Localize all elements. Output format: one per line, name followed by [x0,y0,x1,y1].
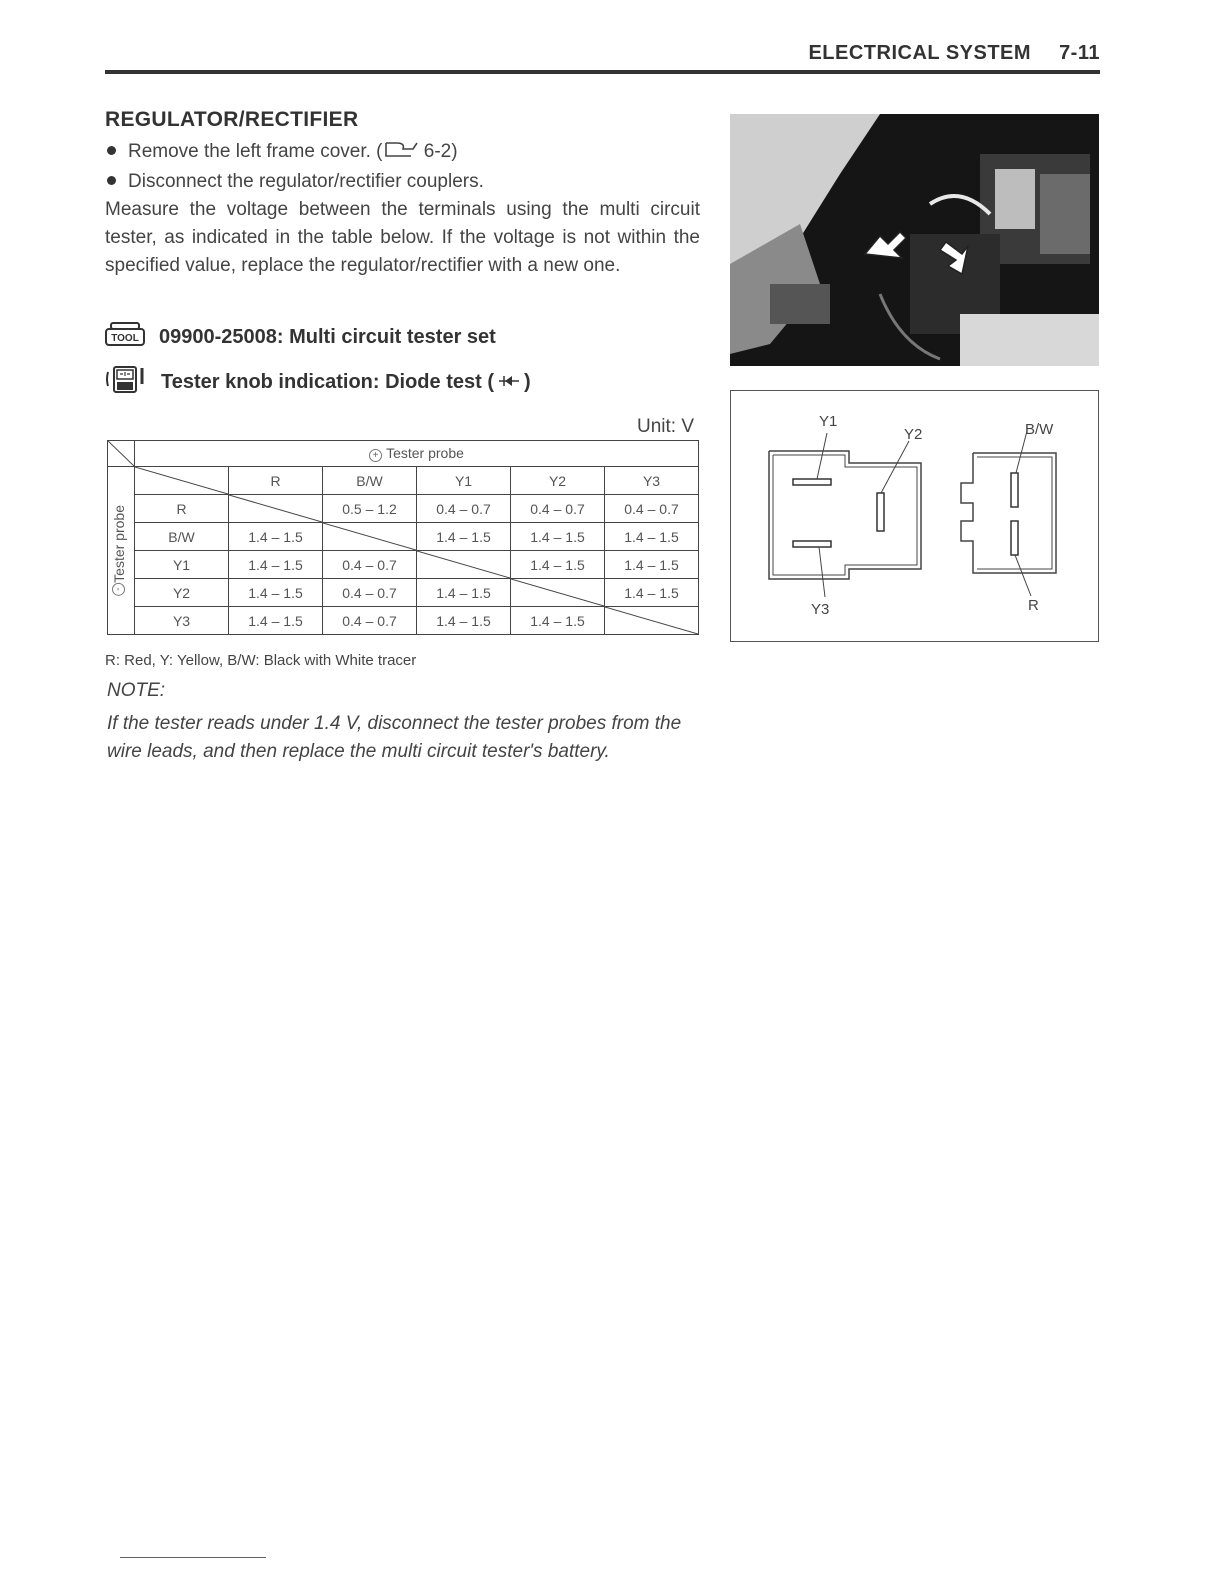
footer-line [120,1557,266,1558]
positive-probe-label: Tester probe [386,445,464,461]
table-cell: 1.4 – 1.5 [511,607,605,635]
table-cell: 1.4 – 1.5 [511,551,605,579]
diode-icon [498,371,520,394]
table-cell: 1.4 – 1.5 [417,607,511,635]
diagonal-cell [323,523,417,551]
spec-block [105,108,700,808]
column-header: R [229,467,323,495]
table-cell: 0.5 – 1.2 [323,495,417,523]
diagonal-cell [229,495,323,523]
table-cell: 1.4 – 1.5 [511,523,605,551]
row-header: Y3 [135,607,229,635]
header-text [808,42,1100,65]
table-cell: 1.4 – 1.5 [229,551,323,579]
label-r: R [1028,597,1039,614]
negative-probe-label-wrap [108,505,127,596]
table-cell: 0.4 – 0.7 [323,607,417,635]
label-y1: Y1 [819,413,838,430]
table-row [108,523,699,551]
svg-text:TOOL: TOOL [111,333,139,344]
bullet-text: Remove the left frame cover. ( [128,141,383,162]
table-cell: 1.4 – 1.5 [417,579,511,607]
column-header: B/W [323,467,417,495]
tool-line [105,322,496,352]
row-header: R [135,495,229,523]
table-cell: 0.4 – 0.7 [511,495,605,523]
label-y2: Y2 [904,426,923,443]
minus-probe-icon: - [112,583,125,596]
table-cell: 1.4 – 1.5 [417,523,511,551]
knob-text-end: ) [524,370,531,393]
table-cell: 0.4 – 0.7 [605,495,699,523]
connector-diagram [730,390,1099,642]
plus-probe-icon: + [369,449,382,462]
section-title: REGULATOR/RECTIFIER [105,108,359,131]
corner-cell [108,441,135,467]
table-row [108,607,699,635]
table-cell: 0.4 – 0.7 [323,579,417,607]
table-cell: 0.4 – 0.7 [417,495,511,523]
note-title: NOTE: [107,680,166,701]
header-title: ELECTRICAL SYSTEM [808,42,1032,64]
negative-probe-label: Tester probe [111,505,127,583]
tool-icon [105,322,145,352]
table-row [108,551,699,579]
table-cell: 1.4 – 1.5 [605,551,699,579]
page-header [105,42,1100,78]
page-number: 7-11 [1059,42,1100,64]
diagonal-cell [511,579,605,607]
knob-text: Tester knob indication: Diode test ( [161,370,494,393]
row-header: Y1 [135,551,229,579]
column-header: Y1 [417,467,511,495]
diagonal-cell [417,551,511,579]
negative-probe-header [108,467,135,635]
knob-line [105,364,531,400]
coupler-photo [730,114,1099,366]
reference-page: 6-2) [423,141,458,162]
header-rule [105,70,1100,74]
column-header: Y3 [605,467,699,495]
bullet-text: Disconnect the regulator/rectifier couplers. [128,171,484,192]
table-cell: 1.4 – 1.5 [605,579,699,607]
table-row [108,495,699,523]
table-cell: 1.4 – 1.5 [229,579,323,607]
note-body: If the tester reads under 1.4 V, disconnect the tester probes from the wire leads, and then replace the multi circuit tester's battery. [107,713,682,762]
row-header: B/W [135,523,229,551]
voltage-table [107,440,699,635]
column-header: Y2 [511,467,605,495]
table-cell: 1.4 – 1.5 [229,607,323,635]
tester-knob-icon [105,364,147,400]
unit-label: Unit: V [636,416,694,437]
row-header: Y2 [135,579,229,607]
header-diagonal-cell [135,467,229,495]
positive-probe-header [135,441,699,467]
tool-text: 09900-25008: Multi circuit tester set [159,325,496,348]
instruction-paragraph: Measure the voltage between the terminals using the multi circuit tester, as indicated in the table below. If the voltage is not within the specified value, replace the regulator/rectifier with a new one. [105,199,700,276]
color-legend: R: Red, Y: Yellow, B/W: Black with White tracer [105,652,417,669]
label-bw: B/W [1025,421,1054,438]
diagonal-cell [605,607,699,635]
table-cell: 1.4 – 1.5 [229,523,323,551]
table-row [108,579,699,607]
label-y3: Y3 [811,601,830,618]
table-cell: 1.4 – 1.5 [605,523,699,551]
table-cell: 0.4 – 0.7 [323,551,417,579]
